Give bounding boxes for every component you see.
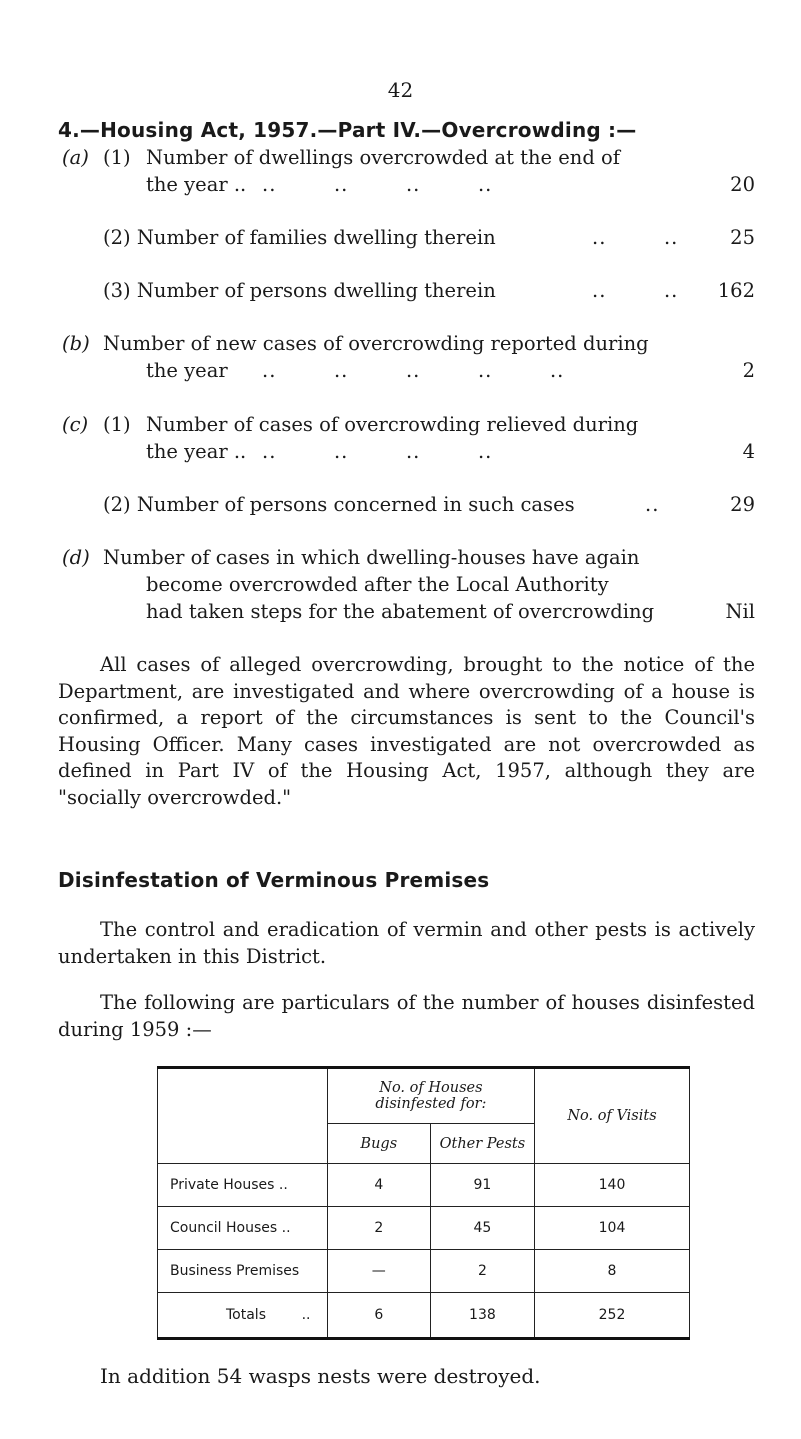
item-text-line1: Number of dwellings overcrowded at the end of xyxy=(146,146,621,169)
item-letter: (d) xyxy=(62,546,90,569)
visits-cell: 8 xyxy=(535,1250,690,1293)
item-number: (2) xyxy=(103,493,131,516)
leader-dots: .. .. xyxy=(592,279,679,302)
bugs-cell: 6 xyxy=(327,1293,430,1339)
bugs-cell: 4 xyxy=(327,1164,430,1207)
page-number: 42 xyxy=(387,78,414,102)
item-text-line2: become overcrowded after the Local Authority xyxy=(146,573,609,596)
item-number: (3) xyxy=(103,279,131,302)
paragraph-text: All cases of alleged overcrowding, brought to the notice of the Department, are investigated and where overcrowding of a house is confirmed, a report of the circumstances is sent to the Council's Housing Officer. Many cases investigated are not overcrowded as defined in Part IV of the Housing Act, 1957, although they are "socially overcrowded." xyxy=(58,653,755,809)
overcrowding-paragraph xyxy=(58,652,755,811)
disinfestation-heading: Disinfestation of Verminous Premises xyxy=(58,868,490,892)
item-text xyxy=(103,279,496,302)
table-row xyxy=(158,1207,690,1250)
visits-cell: 104 xyxy=(535,1207,690,1250)
bugs-cell: — xyxy=(327,1250,430,1293)
item-number: (1) xyxy=(103,146,131,169)
totals-row xyxy=(158,1293,690,1339)
item-text-line1: Number of cases in which dwelling-houses have again xyxy=(103,546,640,569)
item-text xyxy=(103,226,496,249)
item-value: 4 xyxy=(742,440,755,463)
item-label: Number of families dwelling therein xyxy=(136,226,496,249)
item-number: (2) xyxy=(103,226,131,249)
item-text-line2: the year .. xyxy=(146,173,247,196)
group-header: No. of Houses disinfested for: xyxy=(327,1068,534,1124)
leader-dots: .. .. .. .. xyxy=(262,440,493,463)
leader-dots: .. .. .. .. .. xyxy=(262,359,565,382)
other-pests-cell: 138 xyxy=(430,1293,534,1339)
item-letter: (b) xyxy=(62,332,90,355)
section-heading: 4.—Housing Act, 1957.—Part IV.—Overcrowding :— xyxy=(58,118,637,142)
item-text-line1: Number of new cases of overcrowding reported during xyxy=(103,332,649,355)
other-pests-cell: 2 xyxy=(430,1250,534,1293)
item-number: (1) xyxy=(103,413,131,436)
item-value: 20 xyxy=(730,173,755,196)
item-text xyxy=(103,493,575,516)
other-pests-cell: 91 xyxy=(430,1164,534,1207)
paragraph-text: The following are particulars of the number of houses disinfested during 1959 :— xyxy=(58,991,755,1041)
other-pests-header: Other Pests xyxy=(430,1124,534,1164)
bugs-cell: 2 xyxy=(327,1207,430,1250)
item-letter: (a) xyxy=(62,146,89,169)
row-label: Business Premises xyxy=(158,1250,328,1293)
item-value: 2 xyxy=(742,359,755,382)
item-value: 162 xyxy=(717,279,755,302)
totals-label: Totals xyxy=(226,1307,266,1323)
table-row xyxy=(158,1250,690,1293)
item-label: Number of persons dwelling therein xyxy=(136,279,496,302)
leader-dots: .. xyxy=(301,1307,311,1323)
visits-header: No. of Visits xyxy=(535,1068,690,1164)
leader-dots: .. .. xyxy=(592,226,679,249)
item-label: Number of persons concerned in such cases xyxy=(136,493,575,516)
vermin-paragraph xyxy=(58,917,755,970)
wasps-note: In addition 54 wasps nests were destroyed. xyxy=(100,1364,541,1388)
item-value: 25 xyxy=(730,226,755,249)
other-pests-cell: 45 xyxy=(430,1207,534,1250)
item-text-line1: Number of cases of overcrowding relieved during xyxy=(146,413,639,436)
disinfestation-table xyxy=(157,1066,690,1340)
visits-cell: 252 xyxy=(535,1293,690,1339)
table-corner-cell xyxy=(158,1068,328,1164)
item-text-line3: had taken steps for the abatement of overcrowding xyxy=(146,600,655,623)
item-text-line2: the year xyxy=(146,359,228,382)
item-value: Nil xyxy=(725,600,755,623)
particulars-paragraph xyxy=(58,990,755,1043)
item-value: 29 xyxy=(730,493,755,516)
paragraph-text: The control and eradication of vermin and other pests is actively undertaken in this District. xyxy=(58,918,755,968)
leader-dots: .. xyxy=(645,493,660,516)
leader-dots: .. .. .. .. xyxy=(262,173,493,196)
bugs-header: Bugs xyxy=(327,1124,430,1164)
row-label: Private Houses .. xyxy=(158,1164,328,1207)
visits-cell: 140 xyxy=(535,1164,690,1207)
item-text-line2: the year .. xyxy=(146,440,247,463)
totals-label-cell xyxy=(158,1293,328,1339)
table-row xyxy=(158,1164,690,1207)
row-label: Council Houses .. xyxy=(158,1207,328,1250)
item-letter: (c) xyxy=(62,413,89,436)
